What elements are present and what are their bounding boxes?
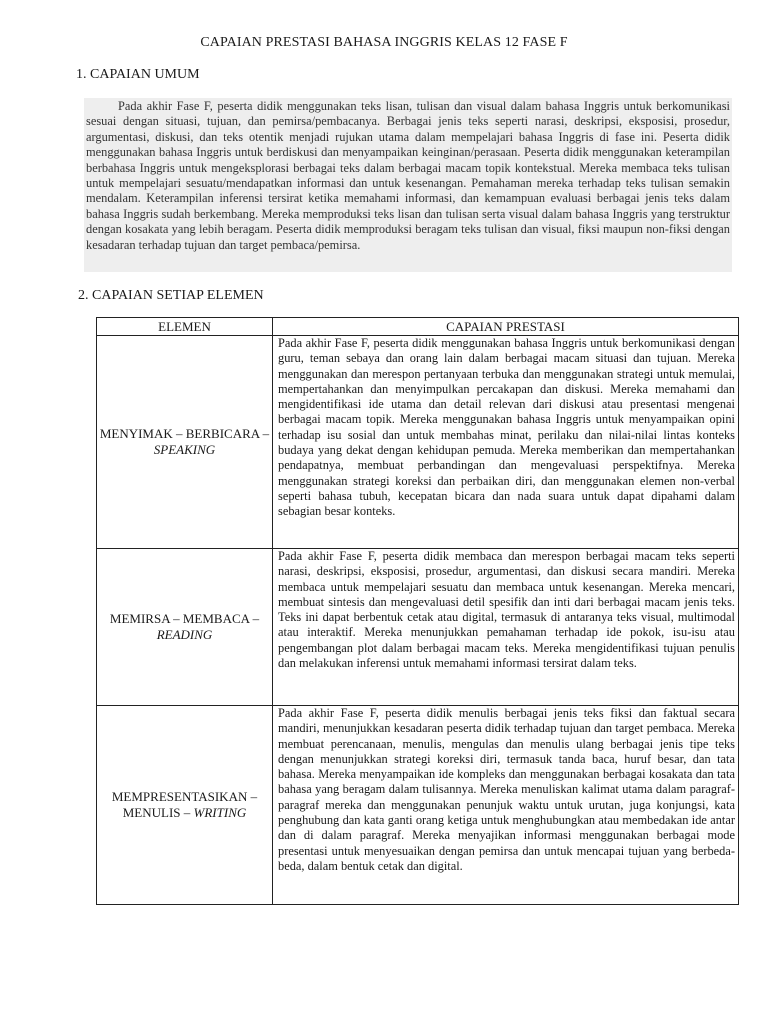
element-label-english: WRITING [193,805,247,820]
achievement-cell-speaking: Pada akhir Fase F, peserta didik menggunakan bahasa Inggris untuk berkomunikasi dengan guru, teman sebaya dan orang lain dalam berbagai macam situasi dan tujuan. Mereka menggunakan dan merespon pertanyaan terbuka dan menggunakan strategi untuk memulai, mempertahankan dan menyimpulkan percakapan dan diskusi. Mereka memahami dan mengidentifikasi ide utama dan detail relevan dari diskusi atau presentasi mengenai berbagai macam topik. Mereka menggunakan bahasa Inggris untuk menyampaikan opini terhadap isu sosial dan untuk membahas minat, perilaku dan nilai-nilai lintas konteks budaya yang dekat dengan kehidupan pemuda. Mereka memberikan dan mempertahankan pendapatnya, membuat perbandingan dan mengevaluasi perspektifnya. Mereka menggunakan strategi koreksi dan perbaikan diri, dan menggunakan elemen non-verbal seperti bahasa tubuh, kecepatan bicara dan nada suara untuk dapat dipahami dalam sebagian besar konteks. [273,336,739,549]
element-cell-reading [97,549,273,706]
section-heading-capaian-setiap-elemen: 2. CAPAIAN SETIAP ELEMEN [78,288,264,303]
element-label-english: SPEAKING [153,442,216,457]
elements-table [96,317,739,905]
element-label: MEMIRSA – MEMBACA – [109,611,260,626]
element-label: MENYIMAK – BERBICARA – [99,426,270,441]
achievement-cell-writing: Pada akhir Fase F, peserta didik menulis berbagai jenis teks fiksi dan faktual secara mandiri, menunjukkan kesadaran peserta didik terhadap tujuan dan target pembaca. Mereka membuat perencanaan, menulis, mengulas dan menulis ulang berbagai jenis tipe teks dengan menunjukkan strategi koreksi diri, termasuk tanda baca, huruf besar, dan tata bahasa. Mereka menyampaikan ide kompleks dan menggunakan berbagai kosakata dan tata bahasa yang beragam dalam tulisannya. Mereka menuliskan kalimat utama dalam paragraf-paragraf mereka dan menggunakan penunjuk waktu untuk urutan, juga konjungsi, kata penghubung dan kata ganti orang ketiga untuk menghubungkan atau membedakan ide antar dan di dalam paragraf. Mereka menyajikan informasi menggunakan berbagai mode presentasi untuk menyesuaikan dengan pemirsa dan untuk mencapai tujuan yang berbeda-beda, dalam bentuk cetak dan digital. [273,706,739,905]
table-row-speaking [97,336,739,549]
section-heading-capaian-umum: 1. CAPAIAN UMUM [76,67,200,82]
element-label-english: READING [156,627,213,642]
document-title: CAPAIAN PRESTASI BAHASA INGGRIS KELAS 12 FASE F [200,35,568,50]
column-header-elemen: ELEMEN [97,318,273,336]
table-row-reading [97,549,739,706]
achievement-cell-reading: Pada akhir Fase F, peserta didik membaca dan merespon berbagai macam teks seperti narasi, deskripsi, eksposisi, prosedur, argumentasi, dan diskusi secara mandiri. Mereka membaca untuk mempelajari sesuatu dan membaca untuk kesenangan. Mereka mencari, membuat sintesis dan mengevaluasi detil spesifik dan inti dari berbagai macam jenis teks. Teks ini dapat berbentuk cetak atau digital, termasuk di antaranya teks visual, multimodal atau interaktif. Mereka menunjukkan pemahaman terhadap ide pokok, isu-isu atau pengembangan plot dalam berbagai macam teks. Mereka mengidentifikasi tujuan penulis dan melakukan inferensi untuk memahami informasi tersirat dalam teks. [273,549,739,706]
element-label: MEMPRESENTASIKAN – MENULIS – [111,789,258,820]
table-header-row [97,318,739,336]
summary-paragraph: Pada akhir Fase F, peserta didik menggunakan teks lisan, tulisan dan visual dalam bahasa Inggris untuk berkomunikasi sesuai dengan situasi, tujuan, dan pemirsa/pembacanya. Berbagai jenis teks seperti narasi, deskripsi, eksposisi, prosedur, argumentasi, diskusi, dan teks otentik menjadi rujukan utama dalam mempelajari bahasa Inggris di fase ini. Peserta didik menggunakan bahasa Inggris untuk berdiskusi dan menyampaikan keinginan/perasaan. Peserta didik menggunakan keterampilan berbahasa Inggris untuk mengeksplorasi berbagai teks dalam berbagai macam topik kontekstual. Mereka membaca teks tulisan untuk mempelajari sesuatu/mendapatkan informasi dan untuk kesenangan. Pemahaman mereka terhadap teks tulisan semakin mendalam. Keterampilan inferensi tersirat ketika memahami informasi, dan kemampuan evaluasi berbagai jenis teks dalam bahasa Inggris sudah berkembang. Mereka memproduksi teks lisan dan tulisan serta visual dalam bahasa Inggris yang terstruktur dengan kosakata yang lebih beragam. Peserta didik memproduksi beragam teks tulisan dan visual, fiksi maupun non-fiksi dengan kesadaran terhadap tujuan dan target pembaca/pemirsa. [86,99,730,252]
column-header-capaian-prestasi: CAPAIAN PRESTASI [273,318,739,336]
table-row-writing [97,706,739,905]
element-cell-speaking [97,336,273,549]
element-cell-writing [97,706,273,905]
summary-box [84,98,732,272]
